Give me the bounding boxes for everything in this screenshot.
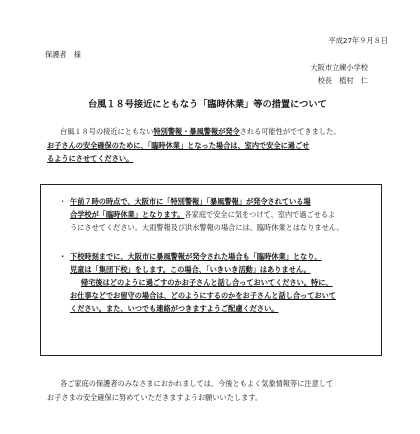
notice-text: 下校時刻までに、大阪市に暴風警報が発令された場合も「臨時休業」となり、	[70, 252, 322, 261]
notice-text: 暴風警報	[210, 197, 239, 206]
notice-text: 特別警報	[170, 197, 200, 206]
bullet: ・	[59, 252, 67, 261]
notice-item-2-line: ください。また、いつでも連絡がつきますようご配慮ください。	[70, 304, 279, 313]
notice-text: 」「	[199, 197, 211, 206]
intro-text: 台風１８号の接近にともない	[60, 127, 154, 136]
notice-item-1	[59, 195, 383, 234]
closing-line-2: お子さまの安全確保に努めていただきますようお願いいたします。	[47, 393, 263, 402]
notice-item-2-line: 児童は「集団下校」をします。この場合、「いきいき活動」はありません。	[70, 265, 311, 274]
intro-line-2: お子さんの安全確保のために、「臨時休業」となった場合は、室内で安全に過ごせ	[47, 141, 310, 150]
notice-text: 」となります。	[134, 210, 185, 219]
intro-line-1	[60, 127, 340, 136]
document-date: 平成27年９月８日	[328, 36, 388, 45]
notice-item-1-line	[59, 208, 383, 221]
notice-item-2-line	[59, 250, 383, 263]
notice-item-1-line: うにさせてください。大雨警報及び洪水警報の場合には、臨時休業とはなりません。	[70, 223, 344, 232]
bullet: ・	[59, 197, 67, 206]
notice-text: 合学校が「	[70, 210, 106, 219]
notice-item-1-line	[59, 195, 383, 208]
notice-item-2	[59, 250, 383, 315]
intro-text: される可能性がでてきました。	[239, 127, 341, 136]
notice-item-2-line: 帰宅後はどのように過ごすのかお子さんと話し合っておいてください。特に、	[81, 278, 333, 287]
notice-box	[40, 184, 382, 356]
document-title: 台風１８号接近にともなう「臨時休業」等の措置について	[88, 99, 327, 110]
principal-name: 校長 植村 仁	[317, 76, 368, 85]
closing-line-1: 各ご家庭の保護者のみなさまにおかれましては、今後ともよく気象情報等に注意して	[60, 379, 334, 388]
notice-text: 」が発令されている場	[238, 197, 311, 206]
notice-text: 臨時休業	[105, 210, 135, 219]
notice-text: 午前７時の時点で、大阪市に「	[70, 197, 171, 206]
notice-text: 各家庭で安全に気をつけて、室内で過ごせるよ	[184, 210, 336, 219]
recipient-line: 保護者 様	[45, 50, 81, 59]
intro-line-3: るようにさせてください。	[47, 154, 134, 163]
warning-highlight: 特別警報・暴風警報が発令	[153, 127, 240, 136]
notice-item-2-line: お仕事などでお留守の場合は、どのようにするのかをお子さんと話し合っておいて	[70, 291, 336, 300]
school-name: 大阪市立練小学校	[310, 63, 368, 72]
